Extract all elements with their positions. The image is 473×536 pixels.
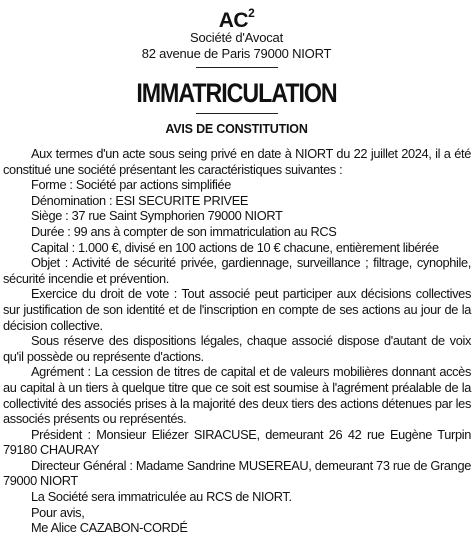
paragraph-capital: Capital : 1.000 €, divisé en 100 actions de 10 € chacune, entièrement libérée [31,239,439,255]
firm-logo [0,3,473,33]
paragraph-siege: Siège : 37 rue Saint Symphorien 79000 NIORT [31,208,283,224]
paragraph-president: Président : Monsieur Eliézer SIRACUSE, demeurant 26 42 rue Eugène Turpin 79180 CHAURAY [3,426,471,458]
paragraph-intro: Aux termes d'un acte sous seing privé en date à NIORT du 22 juillet 2024, il a été constitué une société présentant les caractéristiques suivantes : [3,146,471,177]
signature-name: Me Alice CAZABON-CORDÉ [31,520,188,536]
notice-title: IMMATRICULATION [136,78,337,108]
firm-logo-text: AC [218,9,249,32]
firm-logo-superscript: 2 [248,6,255,20]
paragraph-duree: Durée : 99 ans à compter de son immatriculation au RCS [31,223,337,239]
paragraph-droit-de-vote: Exercice du droit de vote : Tout associé peut participer aux décisions collectives sur justification de son identité et de l'inscription en compte de ses actions au jour de la décision collective. [3,286,471,333]
paragraph-pour-avis: Pour avis, [31,504,85,520]
notice-body [3,146,471,536]
paragraph-agrement: Agrément : La cession de titres de capital et de valeurs mobilières donnant accès au capital à un tiers à quelque titre que ce soit est soumise à l'agrément préalable de la collectivité des associés prises à la majorité des deux tiers des actions détenues par les associés présents ou représentés. [3,364,471,427]
paragraph-forme: Forme : Société par actions simplifiée [31,177,232,193]
paragraph-voix: Sous réserve des dispositions légales, chaque associé dispose d'autant de voix qu'il possède ou représente d'actions. [3,333,471,364]
paragraph-directeur-general: Directeur Général : Madame Sandrine MUSEREAU, demeurant 73 rue de Grange 79000 NIORT [3,457,471,489]
paragraph-immatriculation: La Société sera immatriculée au RCS de NIORT. [31,489,292,505]
firm-name: Société d'Avocat [190,30,283,45]
header-divider [196,67,278,68]
firm-address: 82 avenue de Paris 79000 NIORT [141,46,332,61]
paragraph-objet: Objet : Activité de sécurité privée, gardiennage, surveillance ; filtrage, cynophile, sécurité incendie et prévention. [3,255,471,286]
paragraph-denomination: Dénomination : ESI SECURITE PRIVEE [31,192,249,208]
notice-subtitle: AVIS DE CONSTITUTION [165,122,308,136]
title-divider [196,113,278,114]
